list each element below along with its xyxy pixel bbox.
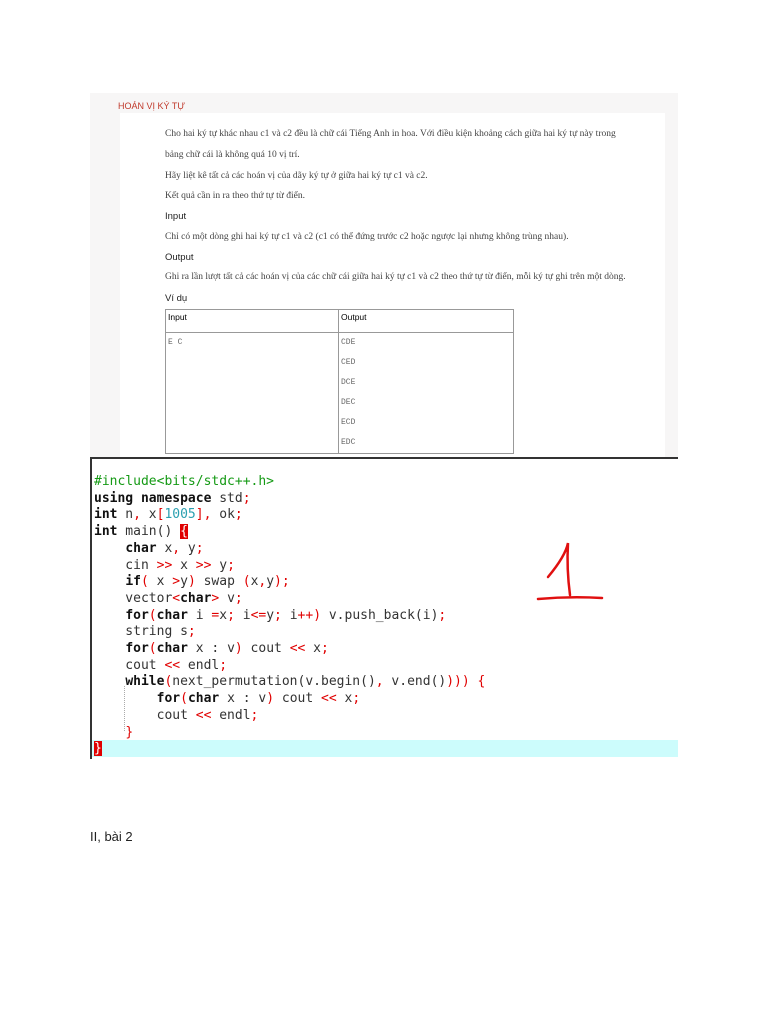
code-line <box>94 540 204 557</box>
code-token: << <box>164 657 181 673</box>
code-token: y <box>211 557 228 573</box>
code-token: ; <box>250 707 259 723</box>
code-token: ) <box>234 641 243 656</box>
code-token: cout <box>274 691 322 707</box>
code-token: char <box>156 641 188 656</box>
code-token: , <box>172 540 181 556</box>
code-token: string s <box>94 624 188 640</box>
problem-card <box>120 113 665 457</box>
code-token: std <box>211 490 243 506</box>
code-token: while <box>125 674 165 690</box>
code-token: i <box>281 607 298 623</box>
output-line: CDE <box>341 338 356 347</box>
code-token: main() <box>117 524 181 540</box>
code-line <box>94 640 329 657</box>
code-line <box>94 523 188 540</box>
code-token: cin <box>94 557 157 573</box>
col-header-input: Input <box>166 310 339 333</box>
code-token <box>94 574 125 589</box>
code-token: ( <box>148 607 157 623</box>
code-line <box>94 573 290 590</box>
code-line <box>94 657 227 674</box>
code-token: x : v <box>219 691 267 707</box>
code-line <box>94 490 251 507</box>
section-label: II, bài 2 <box>90 829 133 844</box>
code-token: vector <box>94 590 173 606</box>
code-token: = <box>211 607 220 623</box>
code-token: , <box>203 507 212 523</box>
code-token: ] <box>195 507 204 523</box>
example-heading: Ví dụ <box>165 293 188 304</box>
code-token: ; <box>234 590 243 606</box>
code-token: char <box>125 540 157 556</box>
code-token: v <box>219 590 235 606</box>
code-token: char <box>187 691 220 707</box>
input-heading: Input <box>165 211 187 222</box>
code-token: , <box>133 507 141 523</box>
code-token: for <box>125 641 149 656</box>
code-line <box>94 740 102 757</box>
code-token: >> <box>156 557 173 573</box>
code-token: ) <box>187 574 196 590</box>
code-token: << <box>289 641 306 656</box>
code-token: y <box>266 574 275 590</box>
output-heading: Output <box>165 252 194 263</box>
code-token: , <box>375 674 384 690</box>
code-token: ; <box>234 507 243 523</box>
code-token: ) <box>313 607 322 623</box>
code-token <box>94 674 125 689</box>
code-token: y <box>266 607 275 623</box>
code-token: x : v <box>187 641 235 656</box>
code-token: ; <box>227 607 235 623</box>
code-line <box>94 557 235 574</box>
code-token <box>94 725 125 740</box>
paragraph: Hãy liệt kê tất cả các hoán vị của dãy ký tự ở giữa hai ký tự c1 và c2. <box>165 171 428 181</box>
code-token: ; <box>227 557 235 573</box>
code-token: y <box>180 574 188 590</box>
current-line-highlight <box>92 740 678 757</box>
code-token: x <box>172 557 196 573</box>
code-token: <= <box>250 607 267 623</box>
code-token: cout <box>94 707 196 723</box>
example-output <box>339 333 514 454</box>
code-token: << <box>321 691 337 707</box>
problem-screenshot <box>90 93 678 457</box>
output-line: DEC <box>341 398 356 407</box>
code-token: > <box>172 574 181 590</box>
code-token: int <box>94 507 118 523</box>
code-token: endl <box>211 707 251 723</box>
code-token: i <box>187 607 212 623</box>
code-token: x <box>336 691 353 707</box>
input-text: Chỉ có một dòng ghi hai ký tự c1 và c2 (c1 có thể đứng trước c2 hoặc ngược lại nhưng không trùng nhau). <box>165 232 569 242</box>
code-token: ); <box>274 574 290 590</box>
code-line <box>94 623 196 640</box>
code-token <box>94 691 157 706</box>
code-token: endl <box>180 657 220 673</box>
code-token: } <box>125 724 134 740</box>
code-token: ; <box>219 657 228 673</box>
code-token: ; <box>352 691 361 707</box>
code-token <box>94 608 125 623</box>
code-token: ; <box>187 624 196 640</box>
code-line <box>94 707 258 724</box>
code-token: x <box>305 641 322 656</box>
paragraph: bảng chữ cái là không quá 10 vị trí. <box>165 150 300 160</box>
code-token: swap <box>195 574 243 590</box>
code-token: for <box>156 691 181 707</box>
code-token: v.end() <box>383 674 447 690</box>
code-line <box>94 690 360 707</box>
output-line: ECD <box>341 418 356 427</box>
code-token: < <box>172 590 181 606</box>
code-line <box>94 590 243 607</box>
code-token: ; <box>274 607 282 623</box>
col-header-output: Output <box>339 310 514 333</box>
code-token: ) <box>266 691 275 707</box>
paragraph: Cho hai ký tự khác nhau c1 và c2 đều là chữ cái Tiếng Anh in hoa. Với điều kiện khoảng cách giữa hai ký tự này trong <box>165 129 616 139</box>
code-token: next_permutation(v.begin() <box>172 674 376 690</box>
code-token <box>94 541 125 556</box>
handwritten-annotation <box>530 535 610 605</box>
code-token: char <box>156 607 188 623</box>
output-line: EDC <box>341 438 356 447</box>
output-text: Ghi ra lần lượt tất cả các hoán vị của các chữ cái giữa hai ký tự c1 và c2 theo thứ tự từ điển, mỗi ký tự ghi trên một dòng. <box>165 272 626 282</box>
code-token: ( <box>140 574 149 590</box>
example-table <box>165 309 514 454</box>
code-token: ; <box>438 607 447 623</box>
code-token: ; <box>321 641 329 656</box>
code-token: y <box>180 540 196 556</box>
code-token: ))) { <box>446 674 486 690</box>
code-token: ok <box>211 507 235 523</box>
code-line <box>94 724 133 741</box>
code-line <box>94 673 485 690</box>
code-token: x <box>156 540 173 556</box>
code-token: for <box>125 607 149 623</box>
code-token <box>94 641 125 656</box>
code-token: #include<bits/stdc++.h> <box>94 474 275 489</box>
code-editor-screenshot <box>90 457 678 759</box>
code-token: } <box>94 741 102 757</box>
code-token: if <box>125 574 141 590</box>
code-token: > <box>211 590 220 606</box>
code-token: ( <box>164 674 173 690</box>
code-token: , <box>258 574 267 590</box>
code-token: x <box>250 574 259 590</box>
code-token: using namespace <box>94 490 212 506</box>
code-token: i <box>234 607 251 623</box>
code-token: [ <box>156 507 165 523</box>
code-line <box>94 473 274 490</box>
example-input: E C <box>166 333 339 454</box>
output-line: CED <box>341 358 356 367</box>
code-line <box>94 607 446 624</box>
code-token: x <box>148 574 173 590</box>
code-token: cout <box>94 657 165 673</box>
code-token: v.push_back(i) <box>321 607 439 623</box>
code-token: cout <box>242 641 290 656</box>
code-line <box>94 506 243 523</box>
code-token: n <box>117 507 134 523</box>
code-token: ( <box>148 641 157 656</box>
paragraph: Kết quả cần in ra theo thứ tự từ điển. <box>165 191 305 201</box>
code-token: x <box>219 607 228 623</box>
code-token: int <box>94 524 118 540</box>
output-line: DCE <box>341 378 356 387</box>
code-token: << <box>195 707 212 723</box>
code-token: { <box>180 524 188 540</box>
code-token: ++ <box>297 607 314 623</box>
code-token: >> <box>195 557 212 573</box>
code-token: x <box>140 507 157 523</box>
code-token: ( <box>180 691 188 707</box>
code-token: ( <box>242 574 251 590</box>
code-token: 1005 <box>164 507 196 523</box>
code-token: ; <box>195 540 204 556</box>
problem-title: HOÁN VỊ KÝ TỰ <box>118 101 186 111</box>
code-token: char <box>180 590 212 606</box>
code-token: ; <box>242 490 251 506</box>
